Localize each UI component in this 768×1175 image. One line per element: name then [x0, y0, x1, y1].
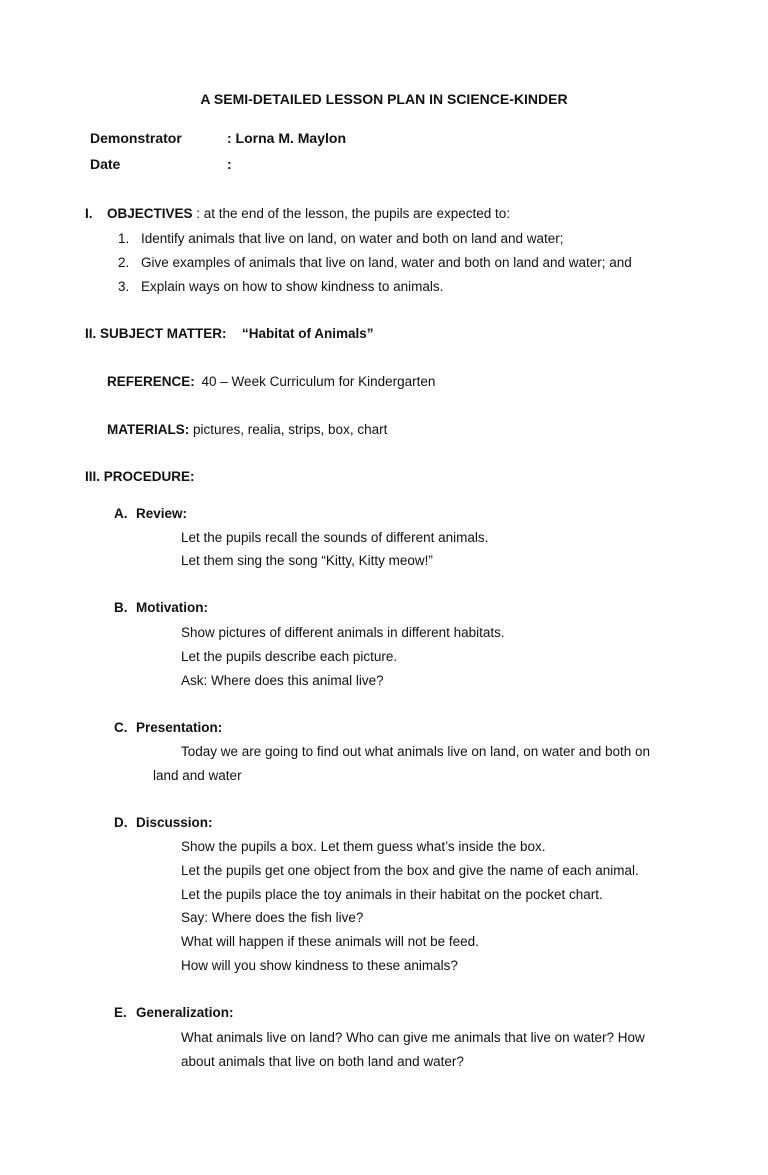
- discussion-line-6: How will you show kindness to these animals?: [181, 958, 458, 973]
- reference-line: [107, 374, 435, 389]
- presentation-line-2: land and water: [153, 768, 242, 783]
- date-label: Date: [90, 156, 121, 172]
- presentation-line-1: Today we are going to find out what animals live on land, on water and both on: [181, 744, 651, 759]
- discussion-line-2: Let the pupils get one object from the box and give the name of each animal.: [181, 863, 639, 878]
- objective-text-2: Give examples of animals that live on land, water and both on land and water; and: [141, 255, 632, 270]
- motivation-line-2: Let the pupils describe each picture.: [181, 649, 398, 664]
- section-letter-a: A.: [114, 506, 128, 521]
- section-title-motivation: Motivation:: [136, 600, 208, 615]
- objective-text-3: Explain ways on how to show kindness to animals.: [141, 279, 444, 294]
- objective-num-3: 3.: [118, 279, 130, 294]
- demonstrator-label: Demonstrator: [90, 130, 182, 146]
- procedure-heading: III. PROCEDURE:: [85, 469, 195, 484]
- discussion-line-1: Show the pupils a box. Let them guess what’s inside the box.: [181, 839, 546, 854]
- objective-num-2: 2.: [118, 255, 130, 270]
- objectives-intro: : at the end of the lesson, the pupils are expected to:: [192, 206, 510, 221]
- objectives-heading: OBJECTIVES: [107, 206, 193, 221]
- motivation-line-3: Ask: Where does this animal live?: [181, 673, 384, 688]
- generalization-line-1: What animals live on land? Who can give me animals that live on water? How: [181, 1030, 645, 1045]
- motivation-line-1: Show pictures of different animals in different habitats.: [181, 625, 505, 640]
- materials-value: pictures, realia, strips, box, chart: [189, 422, 388, 437]
- discussion-line-5: What will happen if these animals will not be feed.: [181, 934, 479, 949]
- objectives-numeral: I.: [85, 206, 93, 221]
- document-title: A SEMI-DETAILED LESSON PLAN IN SCIENCE-KINDER: [200, 91, 568, 107]
- reference-value: 40 – Week Curriculum for Kindergarten: [201, 374, 436, 389]
- discussion-line-4: Say: Where does the fish live?: [181, 910, 364, 925]
- objective-text-1: Identify animals that live on land, on water and both on land and water;: [141, 231, 564, 246]
- review-line-2: Let them sing the song “Kitty, Kitty meow!”: [181, 553, 433, 568]
- section-title-presentation: Presentation:: [136, 720, 223, 735]
- section-letter-e: E.: [114, 1005, 127, 1020]
- objective-num-1: 1.: [118, 231, 130, 246]
- date-value: :: [227, 156, 232, 172]
- section-letter-c: C.: [114, 720, 128, 735]
- section-title-generalization: Generalization:: [136, 1005, 234, 1020]
- demonstrator-value: : Lorna M. Maylon: [227, 130, 346, 146]
- section-title-review: Review:: [136, 506, 188, 521]
- subject-matter-topic: “Habitat of Animals”: [242, 326, 374, 341]
- materials-label: MATERIALS:: [107, 422, 190, 437]
- section-title-discussion: Discussion:: [136, 815, 213, 830]
- reference-label: REFERENCE:: [107, 374, 195, 389]
- section-letter-d: D.: [114, 815, 128, 830]
- section-letter-b: B.: [114, 600, 128, 615]
- discussion-line-3: Let the pupils place the toy animals in their habitat on the pocket chart.: [181, 887, 603, 902]
- review-line-1: Let the pupils recall the sounds of different animals.: [181, 530, 489, 545]
- subject-matter-heading: II. SUBJECT MATTER:: [85, 326, 227, 341]
- materials-line: [107, 422, 387, 437]
- generalization-line-2: about animals that live on both land and water?: [181, 1054, 464, 1069]
- objectives-heading-line: [107, 206, 510, 221]
